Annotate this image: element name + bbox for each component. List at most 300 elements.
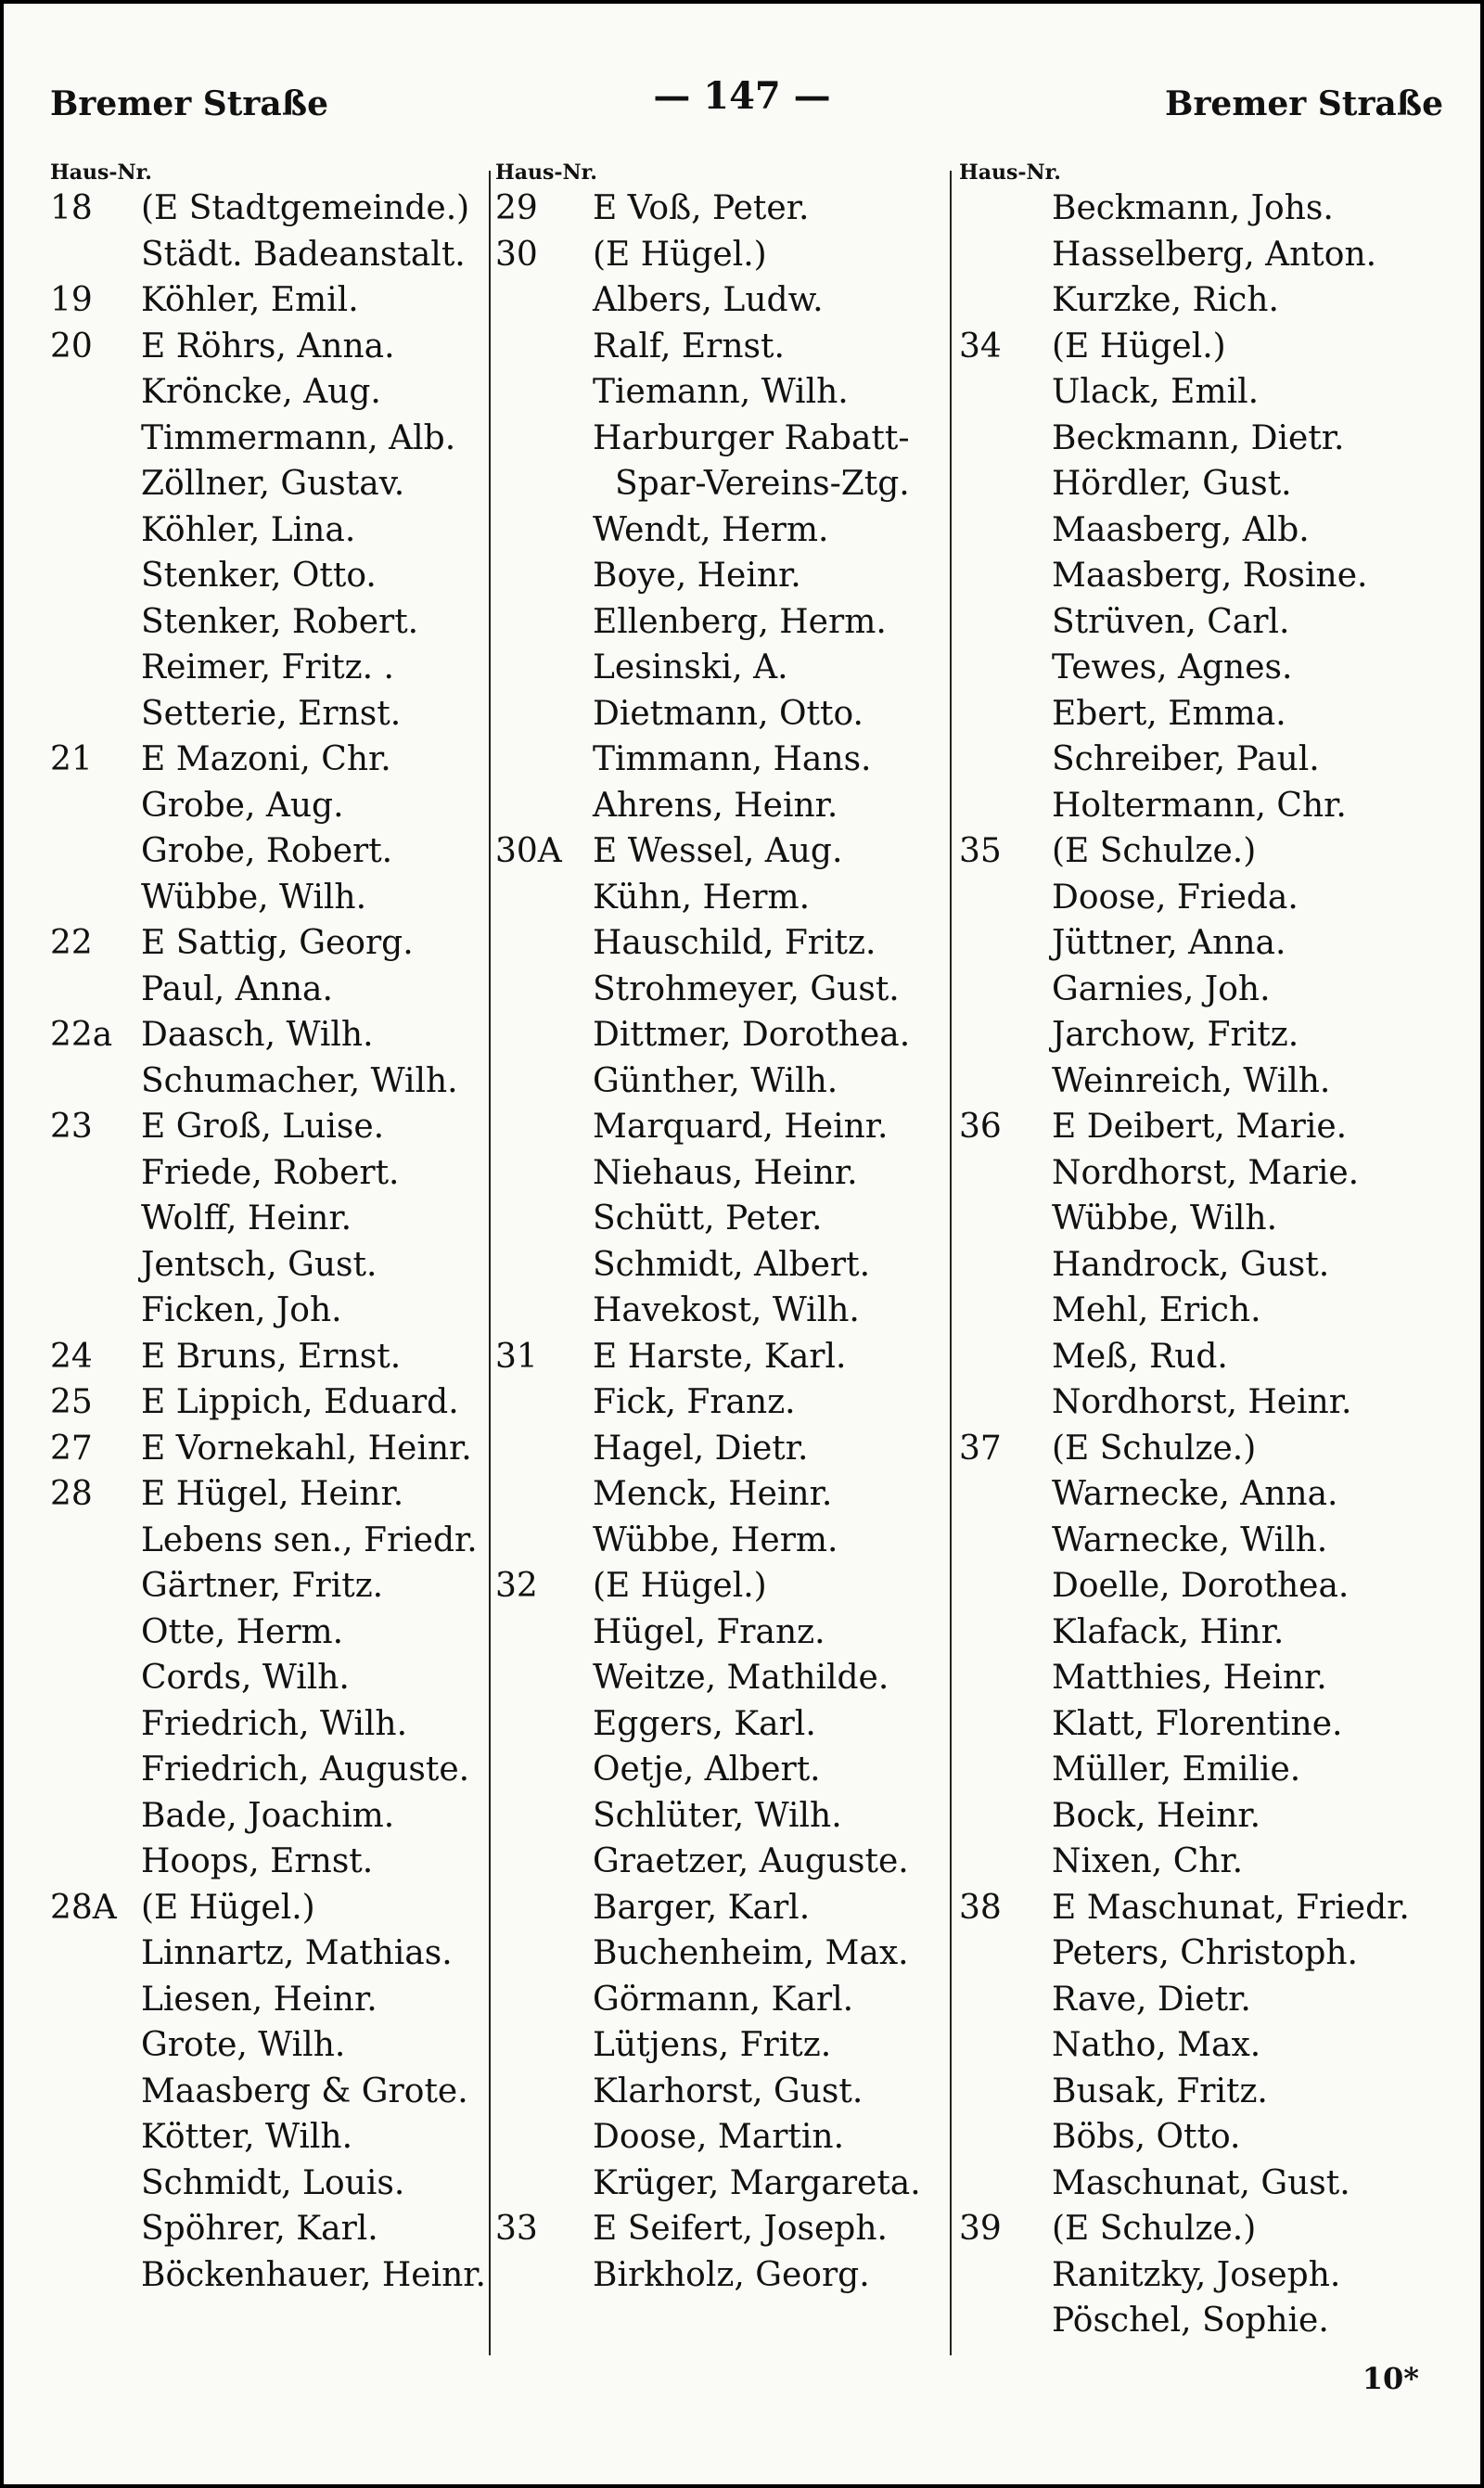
resident-name: Beckmann, Johs. — [1052, 189, 1334, 227]
directory-entry — [959, 1977, 1460, 2023]
resident-name: Jentsch, Gust. — [141, 1245, 377, 1284]
house-number: 28A — [50, 1888, 117, 1927]
directory-entry — [495, 553, 950, 599]
house-number: 18 — [50, 189, 93, 227]
resident-name: E Maschunat, Friedr. — [1052, 1888, 1410, 1927]
running-head-right: Bremer Straße — [1165, 84, 1443, 123]
resident-name: Görmann, Karl. — [593, 1980, 854, 2019]
directory-entry — [959, 1701, 1460, 1748]
house-number: 38 — [959, 1888, 1002, 1927]
resident-name: Strohmeyer, Gust. — [593, 969, 900, 1008]
directory-entry — [50, 369, 486, 416]
directory-entry — [495, 2069, 950, 2115]
house-number: 25 — [50, 1383, 93, 1421]
directory-entry — [959, 277, 1460, 324]
directory-entry — [959, 1150, 1460, 1197]
house-number: 39 — [959, 2210, 1002, 2248]
resident-name: Klarhorst, Gust. — [593, 2071, 864, 2110]
resident-name: E Bruns, Ernst. — [141, 1337, 402, 1376]
directory-entry — [495, 461, 950, 507]
resident-name: Bade, Joachim. — [141, 1796, 395, 1835]
directory-entry — [495, 1839, 950, 1885]
resident-name: Spöhrer, Karl. — [141, 2210, 378, 2248]
directory-entry — [495, 1610, 950, 1656]
resident-name: Maasberg, Rosine. — [1052, 557, 1368, 595]
directory-entry — [495, 1288, 950, 1334]
resident-name: Stenker, Otto. — [141, 557, 377, 595]
resident-name: Hoops, Ernst. — [141, 1842, 374, 1880]
resident-name: Günther, Wilh. — [593, 1061, 838, 1100]
resident-name: Matthies, Heinr. — [1052, 1659, 1327, 1697]
resident-name: E Hügel, Heinr. — [141, 1475, 404, 1513]
directory-entry — [495, 1701, 950, 1748]
resident-name: Wendt, Herm. — [593, 510, 829, 549]
resident-name: Zöllner, Gustav. — [141, 465, 405, 503]
directory-entry — [959, 1379, 1460, 1426]
directory-entry — [959, 1196, 1460, 1242]
directory-entry — [495, 507, 950, 554]
resident-name: (E Schulze.) — [1052, 1429, 1257, 1468]
resident-name: Schmidt, Louis. — [141, 2163, 405, 2202]
directory-entry — [495, 324, 950, 370]
directory-entry — [495, 1196, 950, 1242]
directory-entry — [495, 2161, 950, 2207]
directory-entry — [50, 1012, 486, 1058]
resident-name: Holtermann, Chr. — [1052, 786, 1347, 825]
resident-name: Köhler, Lina. — [141, 510, 356, 549]
directory-entry — [495, 416, 950, 462]
resident-name: Niehaus, Heinr. — [593, 1153, 858, 1192]
directory-entry — [959, 1471, 1460, 1518]
directory-entry — [50, 828, 486, 875]
resident-name: Boye, Heinr. — [593, 557, 801, 595]
resident-name: Ralf, Ernst. — [593, 327, 785, 366]
resident-name: E Lippich, Eduard. — [141, 1383, 459, 1421]
directory-entry — [959, 461, 1460, 507]
directory-entry — [50, 1563, 486, 1610]
directory-entry — [50, 277, 486, 324]
resident-name: Friede, Robert. — [141, 1153, 400, 1192]
directory-entry — [959, 737, 1460, 783]
resident-name: Köhler, Emil. — [141, 281, 359, 319]
resident-name: Friedrich, Wilh. — [141, 1704, 408, 1743]
directory-entry — [959, 1104, 1460, 1150]
directory-entry — [50, 691, 486, 737]
directory-entry — [495, 2206, 950, 2252]
directory-entry — [50, 2206, 486, 2252]
directory-entry — [50, 920, 486, 967]
directory-entry — [50, 507, 486, 554]
directory-entry — [495, 1242, 950, 1289]
resident-name: Gärtner, Fritz. — [141, 1567, 384, 1605]
directory-entry — [495, 1930, 950, 1977]
resident-name: E Harste, Karl. — [593, 1337, 847, 1376]
resident-name: Busak, Fritz. — [1052, 2071, 1268, 2110]
directory-entry — [959, 2114, 1460, 2161]
resident-name: Garnies, Joh. — [1052, 969, 1271, 1008]
directory-entry — [50, 1701, 486, 1748]
directory-entry — [50, 232, 486, 278]
directory-entry — [50, 1196, 486, 1242]
directory-entry — [959, 1747, 1460, 1793]
directory-entry — [959, 416, 1460, 462]
resident-name: Meß, Rud. — [1052, 1337, 1228, 1376]
resident-name: Lesinski, A. — [593, 648, 788, 686]
directory-entry — [959, 1426, 1460, 1472]
directory-entry — [495, 2252, 950, 2299]
directory-entry — [959, 1288, 1460, 1334]
resident-name: Nixen, Chr. — [1052, 1842, 1244, 1880]
resident-name: E Sattig, Georg. — [141, 924, 414, 962]
directory-entry — [50, 1242, 486, 1289]
resident-name: Böckenhauer, Heinr. — [141, 2255, 486, 2294]
resident-name: (E Hügel.) — [593, 235, 767, 274]
resident-name: Natho, Max. — [1052, 2026, 1261, 2064]
resident-name: E Voß, Peter. — [593, 189, 810, 227]
directory-entry — [50, 1379, 486, 1426]
resident-name: Jüttner, Anna. — [1052, 924, 1286, 962]
resident-name: Müller, Emilie. — [1052, 1751, 1301, 1789]
directory-entry — [959, 967, 1460, 1013]
resident-name: Maasberg & Grote. — [141, 2071, 468, 2110]
resident-name: E Deibert, Marie. — [1052, 1108, 1348, 1146]
directory-entry — [959, 2022, 1460, 2069]
house-number: 35 — [959, 832, 1002, 870]
resident-name: Harburger Rabatt- — [593, 418, 910, 457]
directory-entry — [495, 232, 950, 278]
directory-entry — [959, 2069, 1460, 2115]
resident-name: Ficken, Joh. — [141, 1291, 342, 1329]
directory-entry — [959, 186, 1460, 232]
directory-entry — [959, 232, 1460, 278]
resident-name: Buchenheim, Max. — [593, 1934, 909, 1972]
resident-name: Klafack, Hinr. — [1052, 1612, 1285, 1651]
resident-name: Daasch, Wilh. — [141, 1016, 374, 1054]
house-number: 34 — [959, 327, 1002, 366]
resident-name: Schmidt, Albert. — [593, 1245, 871, 1284]
house-number: 32 — [495, 1567, 538, 1605]
house-number: 20 — [50, 327, 93, 366]
directory-entry — [495, 737, 950, 783]
resident-name: Reimer, Fritz. . — [141, 648, 394, 686]
resident-name: Hagel, Dietr. — [593, 1429, 809, 1468]
directory-page — [4, 4, 1480, 2484]
directory-entry — [495, 2114, 950, 2161]
resident-name: Cords, Wilh. — [141, 1659, 350, 1697]
resident-name: Hördler, Gust. — [1052, 465, 1292, 503]
directory-entry — [959, 324, 1460, 370]
resident-name: Grote, Wilh. — [141, 2026, 346, 2064]
resident-name: Rave, Dietr. — [1052, 1980, 1251, 2019]
resident-name: Tewes, Agnes. — [1052, 648, 1293, 686]
resident-name: Otte, Herm. — [141, 1612, 344, 1651]
resident-name: E Seifert, Joseph. — [593, 2210, 888, 2248]
resident-name: Dietmann, Otto. — [593, 694, 864, 733]
directory-entry — [50, 1426, 486, 1472]
directory-entry — [959, 1012, 1460, 1058]
resident-name: Barger, Karl. — [593, 1888, 811, 1927]
column-1 — [50, 160, 486, 2298]
directory-entry — [50, 461, 486, 507]
resident-name: Krüger, Margareta. — [593, 2163, 921, 2202]
resident-name: Strüven, Carl. — [1052, 602, 1290, 641]
resident-name: Peters, Christoph. — [1052, 1934, 1358, 1972]
house-number: 31 — [495, 1337, 538, 1376]
directory-entry — [959, 1885, 1460, 1931]
resident-name: Warnecke, Wilh. — [1052, 1520, 1328, 1559]
resident-name: Grobe, Robert. — [141, 832, 393, 870]
directory-entry — [50, 1610, 486, 1656]
directory-entry — [495, 691, 950, 737]
running-head-left: Bremer Straße — [50, 84, 328, 123]
directory-entry — [959, 1518, 1460, 1564]
resident-name: Klatt, Florentine. — [1052, 1704, 1343, 1743]
directory-entry — [495, 1747, 950, 1793]
resident-name: (E Schulze.) — [1052, 2210, 1257, 2248]
resident-name: Maasberg, Alb. — [1052, 510, 1310, 549]
resident-name: Ranitzky, Joseph. — [1052, 2255, 1341, 2294]
directory-entry — [495, 1012, 950, 1058]
directory-entry — [50, 1058, 486, 1105]
resident-name: Weitze, Mathilde. — [593, 1659, 889, 1697]
resident-name: Fick, Franz. — [593, 1383, 796, 1421]
directory-entry — [495, 828, 950, 875]
resident-name: Jarchow, Fritz. — [1052, 1016, 1299, 1054]
resident-name: Menck, Heinr. — [593, 1475, 833, 1513]
resident-name: Kurzke, Rich. — [1052, 281, 1279, 319]
resident-name: Spar-Vereins-Ztg. — [615, 465, 910, 503]
directory-entry — [495, 967, 950, 1013]
directory-entry — [495, 1379, 950, 1426]
directory-entry — [50, 1471, 486, 1518]
directory-entry — [959, 645, 1460, 691]
directory-entry — [495, 277, 950, 324]
resident-name: Tiemann, Wilh. — [593, 373, 849, 411]
resident-name: Lütjens, Fritz. — [593, 2026, 832, 2064]
resident-name: (E Hügel.) — [1052, 327, 1226, 366]
directory-entry — [495, 1150, 950, 1197]
directory-entry — [495, 1518, 950, 1564]
resident-name: Mehl, Erich. — [1052, 1291, 1261, 1329]
resident-name: Wolff, Heinr. — [141, 1199, 352, 1238]
directory-entry — [959, 2161, 1460, 2207]
house-number: 30A — [495, 832, 562, 870]
resident-name: (E Hügel.) — [141, 1888, 315, 1927]
house-number: 30 — [495, 235, 538, 274]
directory-entry — [50, 1885, 486, 1931]
directory-entry — [50, 599, 486, 646]
directory-entry — [495, 1426, 950, 1472]
directory-entry — [959, 1655, 1460, 1701]
resident-name: Ebert, Emma. — [1052, 694, 1286, 733]
directory-entry — [50, 1104, 486, 1150]
directory-entry — [50, 967, 486, 1013]
resident-name: Dittmer, Dorothea. — [593, 1016, 911, 1054]
resident-name: Liesen, Heinr. — [141, 1980, 377, 2019]
directory-entry — [495, 2022, 950, 2069]
resident-name: Havekost, Wilh. — [593, 1291, 860, 1329]
resident-name: Beckmann, Dietr. — [1052, 418, 1345, 457]
directory-entry — [959, 1563, 1460, 1610]
resident-name: Hügel, Franz. — [593, 1612, 825, 1651]
directory-entry — [50, 737, 486, 783]
directory-entry — [495, 1058, 950, 1105]
directory-entry — [495, 186, 950, 232]
house-number: 22 — [50, 924, 93, 962]
resident-name: Kühn, Herm. — [593, 878, 811, 917]
resident-name: Marquard, Heinr. — [593, 1108, 889, 1146]
directory-entry — [495, 645, 950, 691]
resident-name: Nordhorst, Marie. — [1052, 1153, 1360, 1192]
directory-entry — [495, 1655, 950, 1701]
directory-entry — [495, 1334, 950, 1380]
resident-name: Warnecke, Anna. — [1052, 1475, 1338, 1513]
house-number: 24 — [50, 1337, 93, 1376]
directory-entry — [959, 1930, 1460, 1977]
house-number: 27 — [50, 1429, 93, 1468]
directory-entry — [959, 553, 1460, 599]
directory-entry — [959, 920, 1460, 967]
directory-entry — [959, 599, 1460, 646]
directory-entry — [959, 783, 1460, 829]
resident-name: (E Stadtgemeinde.) — [141, 189, 470, 227]
house-number: 22a — [50, 1016, 113, 1054]
column-3 — [959, 160, 1460, 2344]
directory-entry — [959, 2206, 1460, 2252]
resident-name: Doose, Martin. — [593, 2118, 845, 2156]
directory-entry — [959, 1058, 1460, 1105]
directory-entry — [495, 920, 950, 967]
resident-name: Schumacher, Wilh. — [141, 1061, 458, 1100]
directory-entry — [50, 1977, 486, 2023]
house-number: 37 — [959, 1429, 1002, 1468]
directory-entry — [495, 369, 950, 416]
resident-name: Pöschel, Sophie. — [1052, 2302, 1329, 2340]
resident-name: Nordhorst, Heinr. — [1052, 1383, 1352, 1421]
resident-name: Stenker, Robert. — [141, 602, 419, 641]
directory-entry — [50, 1793, 486, 1840]
resident-name: Hasselberg, Anton. — [1052, 235, 1377, 274]
resident-name: E Vornekahl, Heinr. — [141, 1429, 472, 1468]
resident-name: Böbs, Otto. — [1052, 2118, 1241, 2156]
resident-name: Albers, Ludw. — [593, 281, 824, 319]
resident-name: E Röhrs, Anna. — [141, 327, 395, 366]
resident-name: Weinreich, Wilh. — [1052, 1061, 1331, 1100]
resident-name: (E Schulze.) — [1052, 832, 1257, 870]
directory-entry — [50, 875, 486, 921]
resident-name: Kötter, Wilh. — [141, 2118, 353, 2156]
directory-entry — [50, 2114, 486, 2161]
house-number: 36 — [959, 1108, 1002, 1146]
house-number: 33 — [495, 2210, 538, 2248]
resident-name: Timmermann, Alb. — [141, 418, 456, 457]
resident-name: Doose, Frieda. — [1052, 878, 1298, 917]
directory-entry — [495, 599, 950, 646]
resident-name: Schlüter, Wilh. — [593, 1796, 842, 1835]
directory-entry — [959, 2252, 1460, 2299]
house-number: 28 — [50, 1475, 93, 1513]
resident-name: Ellenberg, Herm. — [593, 602, 887, 641]
directory-entry — [959, 828, 1460, 875]
directory-entry — [50, 1334, 486, 1380]
resident-name: Paul, Anna. — [141, 969, 333, 1008]
resident-name: Setterie, Ernst. — [141, 694, 402, 733]
column-header: Haus-Nr. — [50, 160, 152, 185]
directory-entry — [959, 369, 1460, 416]
column-header: Haus-Nr. — [959, 160, 1061, 185]
resident-name: Lebens sen., Friedr. — [141, 1520, 478, 1559]
directory-entry — [50, 1518, 486, 1564]
resident-name: Linnartz, Mathias. — [141, 1934, 453, 1972]
directory-entry — [959, 1793, 1460, 1840]
directory-entry — [495, 1793, 950, 1840]
resident-name: Handrock, Gust. — [1052, 1245, 1330, 1284]
house-number: 21 — [50, 740, 93, 778]
column-divider — [489, 171, 491, 2355]
directory-entry — [50, 416, 486, 462]
signature-mark: 10* — [1362, 2361, 1419, 2396]
directory-entry — [495, 875, 950, 921]
resident-name: Wübbe, Herm. — [593, 1520, 838, 1559]
page-number: — 147 — — [653, 74, 831, 118]
directory-entry — [50, 2252, 486, 2299]
directory-entry — [50, 2022, 486, 2069]
directory-entry — [959, 1242, 1460, 1289]
column-header: Haus-Nr. — [495, 160, 597, 185]
directory-entry — [495, 783, 950, 829]
directory-entry — [50, 1747, 486, 1793]
resident-name: Wübbe, Wilh. — [141, 878, 367, 917]
resident-name: Timmann, Hans. — [593, 740, 872, 778]
directory-entry — [50, 1839, 486, 1885]
resident-name: Schreiber, Paul. — [1052, 740, 1320, 778]
directory-entry — [50, 1288, 486, 1334]
directory-entry — [495, 1977, 950, 2023]
resident-name: Schütt, Peter. — [593, 1199, 823, 1238]
resident-name: Eggers, Karl. — [593, 1704, 816, 1743]
directory-entry — [50, 1150, 486, 1197]
resident-name: Maschunat, Gust. — [1052, 2163, 1350, 2202]
resident-name: Hauschild, Fritz. — [593, 924, 876, 962]
directory-entry — [50, 2161, 486, 2207]
directory-entry — [50, 1655, 486, 1701]
directory-entry — [959, 691, 1460, 737]
resident-name: E Mazoni, Chr. — [141, 740, 391, 778]
directory-entry — [50, 1930, 486, 1977]
resident-name: Doelle, Dorothea. — [1052, 1567, 1350, 1605]
resident-name: Oetje, Albert. — [593, 1751, 821, 1789]
column-divider — [950, 171, 952, 2355]
house-number: 19 — [50, 281, 93, 319]
directory-entry — [50, 783, 486, 829]
resident-name: Grobe, Aug. — [141, 786, 344, 825]
resident-name: Ahrens, Heinr. — [593, 786, 838, 825]
directory-entry — [495, 1885, 950, 1931]
house-number: 29 — [495, 189, 538, 227]
resident-name: Städt. Badeanstalt. — [141, 235, 466, 274]
directory-entry — [959, 2298, 1460, 2344]
resident-name: Wübbe, Wilh. — [1052, 1199, 1278, 1238]
directory-entry — [50, 553, 486, 599]
resident-name: (E Hügel.) — [593, 1567, 767, 1605]
directory-entry — [495, 1471, 950, 1518]
directory-entry — [50, 645, 486, 691]
directory-entry — [50, 324, 486, 370]
directory-entry — [495, 1563, 950, 1610]
house-number: 23 — [50, 1108, 93, 1146]
directory-entry — [50, 2069, 486, 2115]
column-2 — [495, 160, 950, 2298]
